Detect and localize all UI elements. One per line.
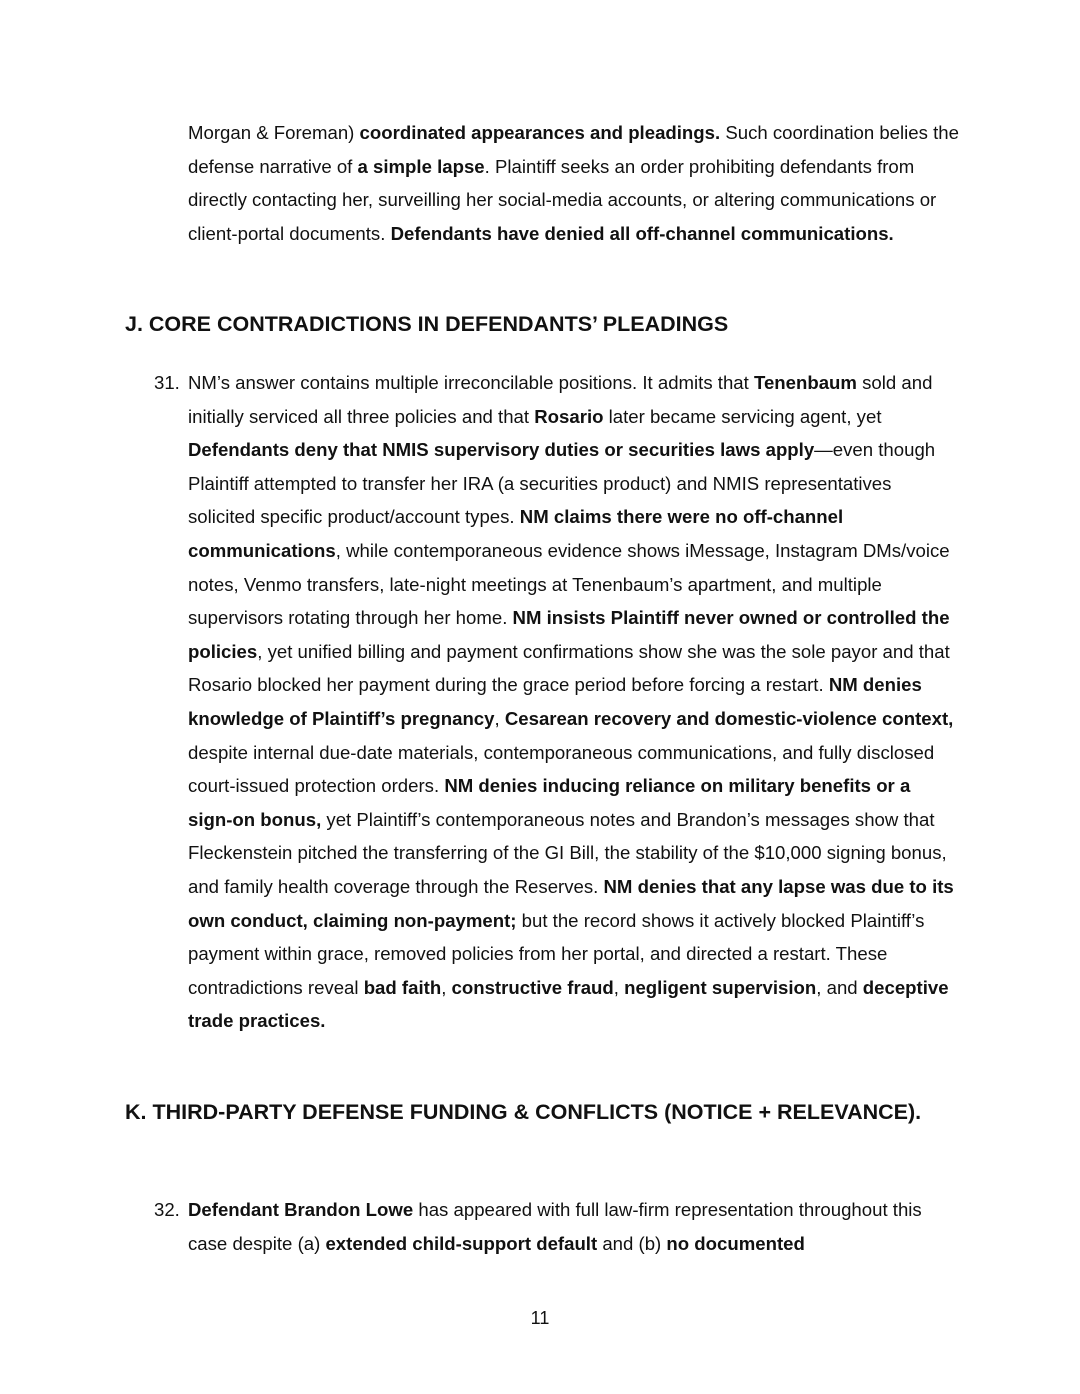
bold-text-run: Tenenbaum — [753, 372, 857, 393]
text-run: Morgan & Foreman) — [188, 122, 360, 143]
text-run: —even though Plaintiff attempted to transfer her IRA (a securities product) and NMIS representatives solicited specific product/account types. — [188, 439, 936, 528]
bold-text-run: coordinated appearances and pleadings. — [359, 122, 721, 143]
bold-text-run: Defendants have denied all off‑channel communications. — [390, 222, 894, 244]
section-k-heading: K. THIRD-PARTY DEFENSE FUNDING & CONFLICTS (NOTICE + RELEVANCE). — [125, 1100, 922, 1124]
text-run: , while contemporaneous evidence shows iMessage, Instagram DMs/voice notes, Venmo transfers, late‑night meetings at Tenenbaum’s apartment, and multiple supervisors rotating through her home. — [188, 539, 950, 629]
bold-text-run: deceptive trade practices. — [188, 976, 949, 1032]
bold-text-run: NM claims there were no off‑channel communications — [188, 506, 844, 561]
paragraph-31-number: 31. — [154, 372, 180, 393]
section-j-heading: J. CORE CONTRADICTIONS IN DEFENDANTS’ PLEADINGS — [125, 312, 729, 336]
text-run: sold and initially serviced all three policies and that — [188, 372, 933, 427]
text-run: , yet unified billing and payment confirmations show she was the sole payor and that Rosario blocked her payment during the grace period before forcing a restart. — [188, 640, 950, 696]
text-run: but the record shows it actively blocked Plaintiff’s payment within grace, removed policies from her portal, and directed a restart. These contradictions reveal — [188, 909, 925, 998]
paragraph-32-number: 32. — [154, 1199, 180, 1220]
bold-text-run: extended child-support default — [325, 1232, 598, 1254]
bold-text-run: NM denies that any lapse was due to its own conduct, claiming non‑payment; — [188, 875, 954, 931]
bold-text-run: constructive fraud — [451, 976, 614, 998]
text-run: later became servicing agent, yet — [603, 405, 882, 427]
text-run: has appeared with full law-firm representation throughout this case despite (a) — [188, 1199, 922, 1254]
text-run: , — [494, 707, 505, 729]
bold-text-run: NM denies inducing reliance on military benefits or a sign‑on bonus, — [188, 775, 911, 830]
text-run: and (b) — [597, 1232, 667, 1254]
bold-text-run: bad faith — [363, 976, 442, 998]
text-run: despite internal due‑date materials, contemporaneous communications, and fully disclosed court‑issued protection orders. — [188, 741, 935, 797]
continuation-paragraph — [188, 116, 963, 250]
bold-text-run: Defendants deny that NMIS supervisory duties or securities laws apply — [188, 439, 815, 461]
paragraph-31 — [188, 366, 963, 1038]
text-run: , — [613, 976, 625, 998]
bold-text-run: NM denies knowledge of Plaintiff’s pregnancy — [188, 674, 922, 729]
bold-text-run: no documented — [666, 1232, 805, 1254]
page-number: 11 — [530, 1308, 550, 1328]
paragraph-32 — [188, 1193, 963, 1260]
text-run: , and — [816, 976, 863, 998]
text-run: , — [441, 976, 452, 998]
text-run: . Plaintiff seeks an order prohibiting defendants from directly contacting her, surveilling her social‑media accounts, or altering communications or client‑portal documents. — [188, 155, 937, 244]
bold-text-run: a simple lapse — [357, 155, 485, 177]
bold-text-run: negligent supervision — [624, 976, 817, 998]
text-run: Such coordination belies the defense narrative of — [188, 122, 959, 177]
bold-text-run: Defendant Brandon Lowe — [188, 1199, 414, 1220]
text-run: yet Plaintiff’s contemporaneous notes and Brandon’s messages show that Fleckenstein pitched the transferring of the GI Bill, the stability of the $10,000 signing bonus, and family health coverage through the Reserves. — [188, 808, 947, 897]
bold-text-run: Cesarean recovery and domestic‑violence context, — [504, 707, 954, 729]
bold-text-run: Rosario — [534, 405, 604, 427]
bold-text-run: NM insists Plaintiff never owned or controlled the policies — [188, 607, 950, 662]
text-run: NM’s answer contains multiple irreconcilable positions. It admits that — [188, 372, 754, 393]
